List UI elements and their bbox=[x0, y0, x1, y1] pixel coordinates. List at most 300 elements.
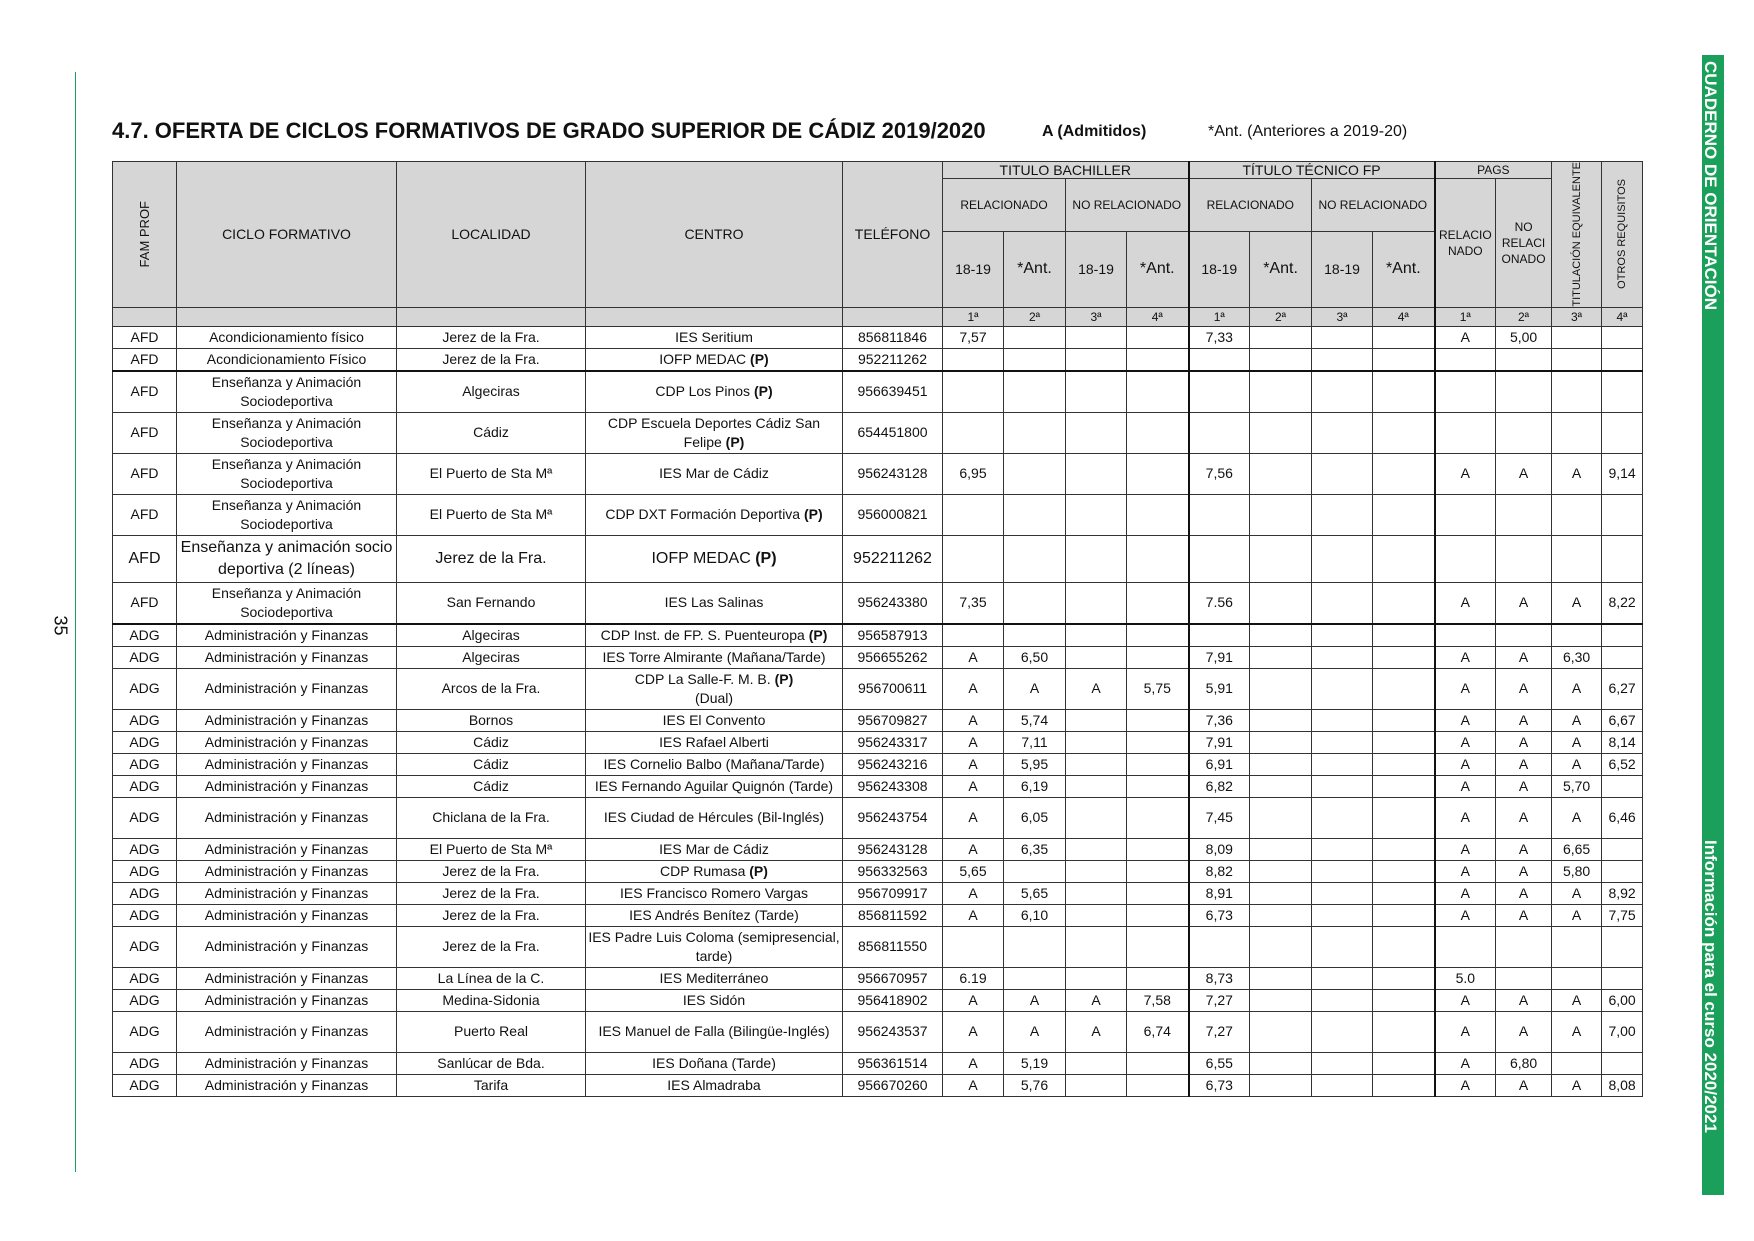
centro-name: CDP Escuela Deportes Cádiz San Felipe bbox=[607, 414, 821, 450]
ciclo-cell: Administración y Finanzas bbox=[177, 709, 397, 731]
header-bach-relacionado: RELACIONADO bbox=[943, 179, 1066, 232]
tec-rel-1819-cell: 7,27 bbox=[1189, 989, 1250, 1011]
fam-prof-cell: ADG bbox=[113, 904, 177, 926]
titulacion-cell bbox=[1552, 371, 1602, 413]
otros-cell bbox=[1602, 371, 1643, 413]
titulacion-cell: 5,70 bbox=[1552, 775, 1602, 797]
tec-norel-1819-cell bbox=[1312, 453, 1373, 494]
bach-norel-1819-cell: A bbox=[1066, 989, 1127, 1011]
localidad-cell: Sanlúcar de Bda. bbox=[397, 1052, 586, 1074]
centro-name: IES El Convento bbox=[662, 712, 766, 729]
telefono-cell: 856811550 bbox=[843, 926, 943, 967]
bach-norel-1819-cell bbox=[1066, 731, 1127, 753]
titulacion-cell: A bbox=[1552, 797, 1602, 838]
otros-cell bbox=[1602, 967, 1643, 989]
centro-cell bbox=[586, 926, 843, 967]
tec-rel-ant-cell bbox=[1250, 535, 1312, 582]
tec-norel-1819-cell bbox=[1312, 348, 1373, 371]
tec-norel-ant-cell bbox=[1373, 926, 1435, 967]
telefono-cell: 956639451 bbox=[843, 371, 943, 413]
localidad-cell: Bornos bbox=[397, 709, 586, 731]
bach-norel-ant-cell bbox=[1127, 582, 1189, 624]
telefono-cell: 956243128 bbox=[843, 453, 943, 494]
header-otros: OTROS REQUISITOS bbox=[1602, 162, 1643, 308]
tec-rel-1819-cell: 7,91 bbox=[1189, 731, 1250, 753]
fam-prof-cell: ADG bbox=[113, 797, 177, 838]
centro-name: IES Francisco Romero Vargas bbox=[619, 885, 809, 902]
otros-cell bbox=[1602, 860, 1643, 882]
tec-rel-1819-cell: 8,91 bbox=[1189, 882, 1250, 904]
tec-rel-ant-cell bbox=[1250, 797, 1312, 838]
tec-rel-1819-cell: 8,82 bbox=[1189, 860, 1250, 882]
tec-norel-1819-cell bbox=[1312, 967, 1373, 989]
bach-rel-ant-cell bbox=[1004, 860, 1066, 882]
otros-cell: 7,75 bbox=[1602, 904, 1643, 926]
bach-rel-1819-cell: 6.19 bbox=[943, 967, 1004, 989]
pags-rel-cell: A bbox=[1435, 646, 1496, 668]
tec-norel-ant-cell bbox=[1373, 860, 1435, 882]
localidad-cell: Cádiz bbox=[397, 753, 586, 775]
bach-rel-ant-cell: 5,19 bbox=[1004, 1052, 1066, 1074]
centro-cell bbox=[586, 838, 843, 860]
localidad-cell: Algeciras bbox=[397, 624, 586, 647]
table-body bbox=[113, 326, 1643, 1096]
bach-rel-1819-cell: A bbox=[943, 1011, 1004, 1052]
pags-rel-cell: A bbox=[1435, 860, 1496, 882]
bach-norel-1819-cell bbox=[1066, 775, 1127, 797]
titulacion-cell: A bbox=[1552, 1011, 1602, 1052]
left-margin-line bbox=[75, 72, 76, 1172]
legend-anteriores: *Ant. (Anteriores a 2019-20) bbox=[1208, 123, 1408, 140]
tec-rel-1819-cell: 6,82 bbox=[1189, 775, 1250, 797]
bach-rel-1819-cell: A bbox=[943, 731, 1004, 753]
bach-rel-1819-cell bbox=[943, 926, 1004, 967]
tec-norel-ant-cell bbox=[1373, 624, 1435, 647]
fam-prof-cell: ADG bbox=[113, 989, 177, 1011]
bach-rel-1819-cell: A bbox=[943, 646, 1004, 668]
pags-norel-cell bbox=[1496, 535, 1552, 582]
ciclo-cell: Administración y Finanzas bbox=[177, 624, 397, 647]
centro-cell bbox=[586, 753, 843, 775]
localidad-cell: Cádiz bbox=[397, 412, 586, 453]
titulacion-cell bbox=[1552, 412, 1602, 453]
table-row bbox=[113, 1074, 1643, 1096]
table-row bbox=[113, 624, 1643, 647]
tec-norel-ant-cell bbox=[1373, 709, 1435, 731]
centro-name: IES Padre Luis Coloma (semipresencial, tarde) bbox=[588, 928, 840, 964]
telefono-cell: 956709917 bbox=[843, 882, 943, 904]
otros-cell: 9,14 bbox=[1602, 453, 1643, 494]
otros-cell: 8,92 bbox=[1602, 882, 1643, 904]
tec-rel-1819-cell bbox=[1189, 624, 1250, 647]
tec-rel-ant-cell bbox=[1250, 1052, 1312, 1074]
ciclo-cell: Enseñanza y Animación Sociodeportiva bbox=[177, 412, 397, 453]
fam-prof-cell: ADG bbox=[113, 926, 177, 967]
tec-norel-ant-cell bbox=[1373, 453, 1435, 494]
tec-rel-ant-cell bbox=[1250, 348, 1312, 371]
otros-cell bbox=[1602, 646, 1643, 668]
pags-rel-cell bbox=[1435, 348, 1496, 371]
tec-rel-1819-cell: 7,91 bbox=[1189, 646, 1250, 668]
fam-prof-cell: ADG bbox=[113, 668, 177, 709]
telefono-cell: 956243537 bbox=[843, 1011, 943, 1052]
tec-norel-1819-cell bbox=[1312, 753, 1373, 775]
bach-norel-1819-cell bbox=[1066, 348, 1127, 371]
centro-cell bbox=[586, 731, 843, 753]
pags-rel-cell: A bbox=[1435, 775, 1496, 797]
tec-norel-1819-cell bbox=[1312, 582, 1373, 624]
pags-rel-cell bbox=[1435, 535, 1496, 582]
bach-norel-1819-cell bbox=[1066, 624, 1127, 647]
tec-rel-ant-cell bbox=[1250, 412, 1312, 453]
pags-rel-cell: A bbox=[1435, 1011, 1496, 1052]
centro-name: IES Mar de Cádiz bbox=[659, 465, 769, 482]
telefono-cell: 856811592 bbox=[843, 904, 943, 926]
bach-rel-1819-cell: A bbox=[943, 989, 1004, 1011]
tec-norel-ant-cell bbox=[1373, 989, 1435, 1011]
bach-rel-1819-cell bbox=[943, 494, 1004, 535]
bach-norel-1819-cell bbox=[1066, 904, 1127, 926]
fam-prof-cell: AFD bbox=[113, 453, 177, 494]
tec-rel-1819-cell bbox=[1189, 348, 1250, 371]
ciclo-cell: Enseñanza y Animación Sociodeportiva bbox=[177, 371, 397, 413]
bach-norel-1819-cell: A bbox=[1066, 668, 1127, 709]
header-fam-prof: FAM PROF bbox=[113, 162, 177, 308]
table-row bbox=[113, 1011, 1643, 1052]
otros-cell bbox=[1602, 775, 1643, 797]
pags-norel-cell: A bbox=[1496, 904, 1552, 926]
table-row bbox=[113, 494, 1643, 535]
otros-cell: 6,00 bbox=[1602, 989, 1643, 1011]
titulacion-cell: A bbox=[1552, 904, 1602, 926]
ciclo-cell: Administración y Finanzas bbox=[177, 1052, 397, 1074]
tec-norel-1819-cell bbox=[1312, 624, 1373, 647]
bach-norel-1819-cell bbox=[1066, 371, 1127, 413]
tec-rel-ant-cell bbox=[1250, 989, 1312, 1011]
telefono-cell: 956243308 bbox=[843, 775, 943, 797]
pags-norel-cell: A bbox=[1496, 753, 1552, 775]
pags-norel-cell: A bbox=[1496, 646, 1552, 668]
bach-rel-1819-cell bbox=[943, 412, 1004, 453]
pags-norel-cell: A bbox=[1496, 797, 1552, 838]
bach-rel-ant-cell: A bbox=[1004, 668, 1066, 709]
otros-cell: 6,52 bbox=[1602, 753, 1643, 775]
ciclo-cell: Administración y Finanzas bbox=[177, 646, 397, 668]
order-1: 1ª bbox=[1435, 307, 1496, 326]
bach-rel-1819-cell: A bbox=[943, 1074, 1004, 1096]
tec-rel-ant-cell bbox=[1250, 646, 1312, 668]
telefono-cell: 956700611 bbox=[843, 668, 943, 709]
pags-rel-cell: A bbox=[1435, 838, 1496, 860]
tec-norel-ant-cell bbox=[1373, 1052, 1435, 1074]
tec-rel-1819-cell bbox=[1189, 494, 1250, 535]
telefono-cell: 956243216 bbox=[843, 753, 943, 775]
private-marker: (P) bbox=[749, 863, 768, 880]
otros-cell: 6,46 bbox=[1602, 797, 1643, 838]
localidad-cell: Jerez de la Fra. bbox=[397, 926, 586, 967]
tec-rel-1819-cell bbox=[1189, 412, 1250, 453]
tec-norel-1819-cell bbox=[1312, 668, 1373, 709]
tec-norel-1819-cell bbox=[1312, 371, 1373, 413]
pags-rel-cell bbox=[1435, 412, 1496, 453]
ciclo-cell: Administración y Finanzas bbox=[177, 967, 397, 989]
centro-name: CDP La Salle-F. M. B. bbox=[634, 670, 775, 687]
centro-cell bbox=[586, 967, 843, 989]
header-centro: CENTRO bbox=[586, 162, 843, 308]
telefono-cell: 654451800 bbox=[843, 412, 943, 453]
bach-rel-1819-cell: A bbox=[943, 838, 1004, 860]
centro-detail: (Dual) bbox=[694, 689, 734, 706]
centro-cell bbox=[586, 582, 843, 624]
ciclo-cell: Acondicionamiento físico bbox=[177, 326, 397, 348]
bach-rel-1819-cell bbox=[943, 535, 1004, 582]
bach-norel-ant-cell: 6,74 bbox=[1127, 1011, 1189, 1052]
tec-norel-ant-cell bbox=[1373, 967, 1435, 989]
fam-prof-cell: AFD bbox=[113, 371, 177, 413]
bach-rel-1819-cell bbox=[943, 348, 1004, 371]
header-pags-relacionado: RELACIO NADO bbox=[1435, 179, 1496, 308]
centro-name: CDP Rumasa bbox=[660, 863, 750, 880]
telefono-cell: 956587913 bbox=[843, 624, 943, 647]
pags-norel-cell: 6,80 bbox=[1496, 1052, 1552, 1074]
pags-norel-cell: A bbox=[1496, 453, 1552, 494]
telefono-cell: 956243317 bbox=[843, 731, 943, 753]
table-row bbox=[113, 775, 1643, 797]
fam-prof-cell: ADG bbox=[113, 882, 177, 904]
tec-norel-ant-cell bbox=[1373, 775, 1435, 797]
bach-rel-1819-cell: A bbox=[943, 797, 1004, 838]
bach-norel-ant-cell bbox=[1127, 326, 1189, 348]
titulacion-cell: A bbox=[1552, 753, 1602, 775]
fam-prof-cell: AFD bbox=[113, 326, 177, 348]
tec-rel-ant-cell bbox=[1250, 494, 1312, 535]
telefono-cell: 956332563 bbox=[843, 860, 943, 882]
table-row bbox=[113, 709, 1643, 731]
bach-norel-ant-cell bbox=[1127, 860, 1189, 882]
bach-rel-ant-cell bbox=[1004, 926, 1066, 967]
centro-name: IES Ciudad de Hércules (Bil-Inglés) bbox=[603, 809, 825, 826]
telefono-cell: 956418902 bbox=[843, 989, 943, 1011]
titulacion-cell bbox=[1552, 348, 1602, 371]
tec-rel-1819-cell bbox=[1189, 926, 1250, 967]
bach-rel-1819-cell bbox=[943, 371, 1004, 413]
private-marker: (P) bbox=[753, 383, 773, 400]
order-3: 3ª bbox=[1066, 307, 1127, 326]
centro-name: IES Seritium bbox=[675, 329, 753, 346]
bach-norel-1819-cell bbox=[1066, 926, 1127, 967]
bach-norel-ant-cell: 5,75 bbox=[1127, 668, 1189, 709]
tec-norel-1819-cell bbox=[1312, 709, 1373, 731]
bach-rel-ant-cell: 7,11 bbox=[1004, 731, 1066, 753]
bach-rel-ant-cell bbox=[1004, 326, 1066, 348]
tec-rel-1819-cell: 7,36 bbox=[1189, 709, 1250, 731]
titulacion-cell bbox=[1552, 624, 1602, 647]
bach-rel-ant-cell bbox=[1004, 453, 1066, 494]
titulacion-cell: A bbox=[1552, 989, 1602, 1011]
bach-rel-ant-cell bbox=[1004, 624, 1066, 647]
bach-rel-ant-cell bbox=[1004, 412, 1066, 453]
tec-rel-ant-cell bbox=[1250, 709, 1312, 731]
tec-rel-ant-cell bbox=[1250, 775, 1312, 797]
localidad-cell: Cádiz bbox=[397, 731, 586, 753]
bach-rel-ant-cell: 6,50 bbox=[1004, 646, 1066, 668]
bach-rel-ant-cell: 5,76 bbox=[1004, 1074, 1066, 1096]
tec-rel-ant-cell bbox=[1250, 882, 1312, 904]
tec-norel-ant-cell bbox=[1373, 582, 1435, 624]
tec-norel-1819-cell bbox=[1312, 1074, 1373, 1096]
tec-norel-ant-cell bbox=[1373, 1074, 1435, 1096]
tec-norel-ant-cell bbox=[1373, 838, 1435, 860]
telefono-cell: 856811846 bbox=[843, 326, 943, 348]
centro-name: IOFP MEDAC bbox=[651, 549, 756, 567]
localidad-cell: Jerez de la Fra. bbox=[397, 326, 586, 348]
ciclo-cell: Administración y Finanzas bbox=[177, 797, 397, 838]
pags-rel-cell: A bbox=[1435, 753, 1496, 775]
table-row bbox=[113, 838, 1643, 860]
tec-norel-ant-cell bbox=[1373, 668, 1435, 709]
table-row bbox=[113, 668, 1643, 709]
ciclo-cell: Administración y Finanzas bbox=[177, 668, 397, 709]
tec-rel-1819-cell: 8,09 bbox=[1189, 838, 1250, 860]
header-bach-no-relacionado: NO RELACIONADO bbox=[1066, 179, 1189, 232]
private-marker: (P) bbox=[750, 351, 769, 368]
tec-rel-ant-cell bbox=[1250, 624, 1312, 647]
localidad-cell: El Puerto de Sta Mª bbox=[397, 453, 586, 494]
pags-norel-cell: A bbox=[1496, 731, 1552, 753]
header-tec-no-relacionado: NO RELACIONADO bbox=[1312, 179, 1435, 232]
tec-rel-1819-cell: 7,56 bbox=[1189, 453, 1250, 494]
bach-norel-1819-cell bbox=[1066, 582, 1127, 624]
tec-rel-1819-cell bbox=[1189, 535, 1250, 582]
bach-rel-ant-cell bbox=[1004, 582, 1066, 624]
table-row bbox=[113, 797, 1643, 838]
otros-cell: 8,14 bbox=[1602, 731, 1643, 753]
centro-cell bbox=[586, 797, 843, 838]
pags-rel-cell bbox=[1435, 926, 1496, 967]
bach-rel-1819-cell: A bbox=[943, 775, 1004, 797]
centro-name: IES Sidón bbox=[682, 992, 746, 1009]
centro-cell bbox=[586, 412, 843, 453]
fam-prof-cell: ADG bbox=[113, 1052, 177, 1074]
centro-cell bbox=[586, 624, 843, 647]
bach-norel-ant-cell bbox=[1127, 1052, 1189, 1074]
fam-prof-cell: AFD bbox=[113, 412, 177, 453]
table-row bbox=[113, 412, 1643, 453]
table-row bbox=[113, 860, 1643, 882]
bach-rel-1819-cell: A bbox=[943, 882, 1004, 904]
localidad-cell: Jerez de la Fra. bbox=[397, 348, 586, 371]
pags-norel-cell bbox=[1496, 624, 1552, 647]
order-4: 4ª bbox=[1602, 307, 1643, 326]
otros-cell: 8,22 bbox=[1602, 582, 1643, 624]
otros-cell bbox=[1602, 326, 1643, 348]
pags-rel-cell bbox=[1435, 494, 1496, 535]
pags-rel-cell: A bbox=[1435, 904, 1496, 926]
bach-norel-1819-cell bbox=[1066, 412, 1127, 453]
titulacion-cell: 6,65 bbox=[1552, 838, 1602, 860]
private-marker: (P) bbox=[774, 670, 794, 687]
header-year: 18-19 bbox=[1312, 231, 1373, 307]
telefono-cell: 952211262 bbox=[843, 535, 943, 582]
pags-rel-cell: A bbox=[1435, 1052, 1496, 1074]
centro-cell bbox=[586, 668, 843, 709]
pags-rel-cell: A bbox=[1435, 882, 1496, 904]
centro-cell bbox=[586, 989, 843, 1011]
tec-norel-1819-cell bbox=[1312, 1011, 1373, 1052]
tec-norel-ant-cell bbox=[1373, 882, 1435, 904]
fam-prof-cell: ADG bbox=[113, 731, 177, 753]
header-ant: *Ant. bbox=[1373, 231, 1435, 307]
bach-norel-ant-cell bbox=[1127, 412, 1189, 453]
header-titulacion: TITULACIÓN EQUIVALENTE bbox=[1552, 162, 1602, 308]
centro-name: IOFP MEDAC bbox=[659, 351, 751, 368]
bach-norel-ant-cell bbox=[1127, 797, 1189, 838]
bach-rel-1819-cell: 5,65 bbox=[943, 860, 1004, 882]
bach-norel-ant-cell bbox=[1127, 926, 1189, 967]
bach-norel-ant-cell bbox=[1127, 838, 1189, 860]
tec-norel-1819-cell bbox=[1312, 882, 1373, 904]
table-row bbox=[113, 926, 1643, 967]
centro-name: IES Almadraba bbox=[667, 1077, 761, 1094]
localidad-cell: El Puerto de Sta Mª bbox=[397, 494, 586, 535]
tec-norel-1819-cell bbox=[1312, 904, 1373, 926]
bach-norel-1819-cell bbox=[1066, 326, 1127, 348]
header-localidad: LOCALIDAD bbox=[397, 162, 586, 308]
telefono-cell: 956655262 bbox=[843, 646, 943, 668]
bach-rel-1819-cell: A bbox=[943, 753, 1004, 775]
telefono-cell: 956670260 bbox=[843, 1074, 943, 1096]
ciclo-cell: Administración y Finanzas bbox=[177, 753, 397, 775]
header-ciclo: CICLO FORMATIVO bbox=[177, 162, 397, 308]
fam-prof-cell: ADG bbox=[113, 709, 177, 731]
centro-cell bbox=[586, 775, 843, 797]
centro-name: IES Doñana (Tarde) bbox=[652, 1055, 776, 1072]
titulacion-cell: A bbox=[1552, 882, 1602, 904]
order-3: 3ª bbox=[1312, 307, 1373, 326]
tec-rel-ant-cell bbox=[1250, 904, 1312, 926]
titulacion-cell bbox=[1552, 535, 1602, 582]
telefono-cell: 956243754 bbox=[843, 797, 943, 838]
fam-prof-cell: ADG bbox=[113, 753, 177, 775]
table-row bbox=[113, 348, 1643, 371]
bach-norel-1819-cell bbox=[1066, 709, 1127, 731]
ciclo-cell: Administración y Finanzas bbox=[177, 731, 397, 753]
pags-rel-cell: A bbox=[1435, 668, 1496, 709]
bach-norel-1819-cell bbox=[1066, 753, 1127, 775]
tec-norel-ant-cell bbox=[1373, 731, 1435, 753]
bach-rel-ant-cell: A bbox=[1004, 989, 1066, 1011]
tec-rel-1819-cell: 6,55 bbox=[1189, 1052, 1250, 1074]
tec-rel-1819-cell: 7,33 bbox=[1189, 326, 1250, 348]
titulacion-cell: A bbox=[1552, 668, 1602, 709]
pags-rel-cell: A bbox=[1435, 731, 1496, 753]
tec-rel-1819-cell: 6,73 bbox=[1189, 1074, 1250, 1096]
tec-norel-1819-cell bbox=[1312, 1052, 1373, 1074]
table-row bbox=[113, 967, 1643, 989]
localidad-cell: Jerez de la Fra. bbox=[397, 535, 586, 582]
bach-rel-ant-cell bbox=[1004, 348, 1066, 371]
pags-norel-cell bbox=[1496, 412, 1552, 453]
tec-norel-1819-cell bbox=[1312, 775, 1373, 797]
fam-prof-cell: ADG bbox=[113, 646, 177, 668]
tec-norel-1819-cell bbox=[1312, 326, 1373, 348]
bach-norel-1819-cell bbox=[1066, 838, 1127, 860]
header-tec-relacionado: RELACIONADO bbox=[1189, 179, 1312, 232]
otros-cell bbox=[1602, 624, 1643, 647]
fam-prof-cell: AFD bbox=[113, 582, 177, 624]
bach-norel-ant-cell bbox=[1127, 709, 1189, 731]
bach-norel-ant-cell bbox=[1127, 624, 1189, 647]
